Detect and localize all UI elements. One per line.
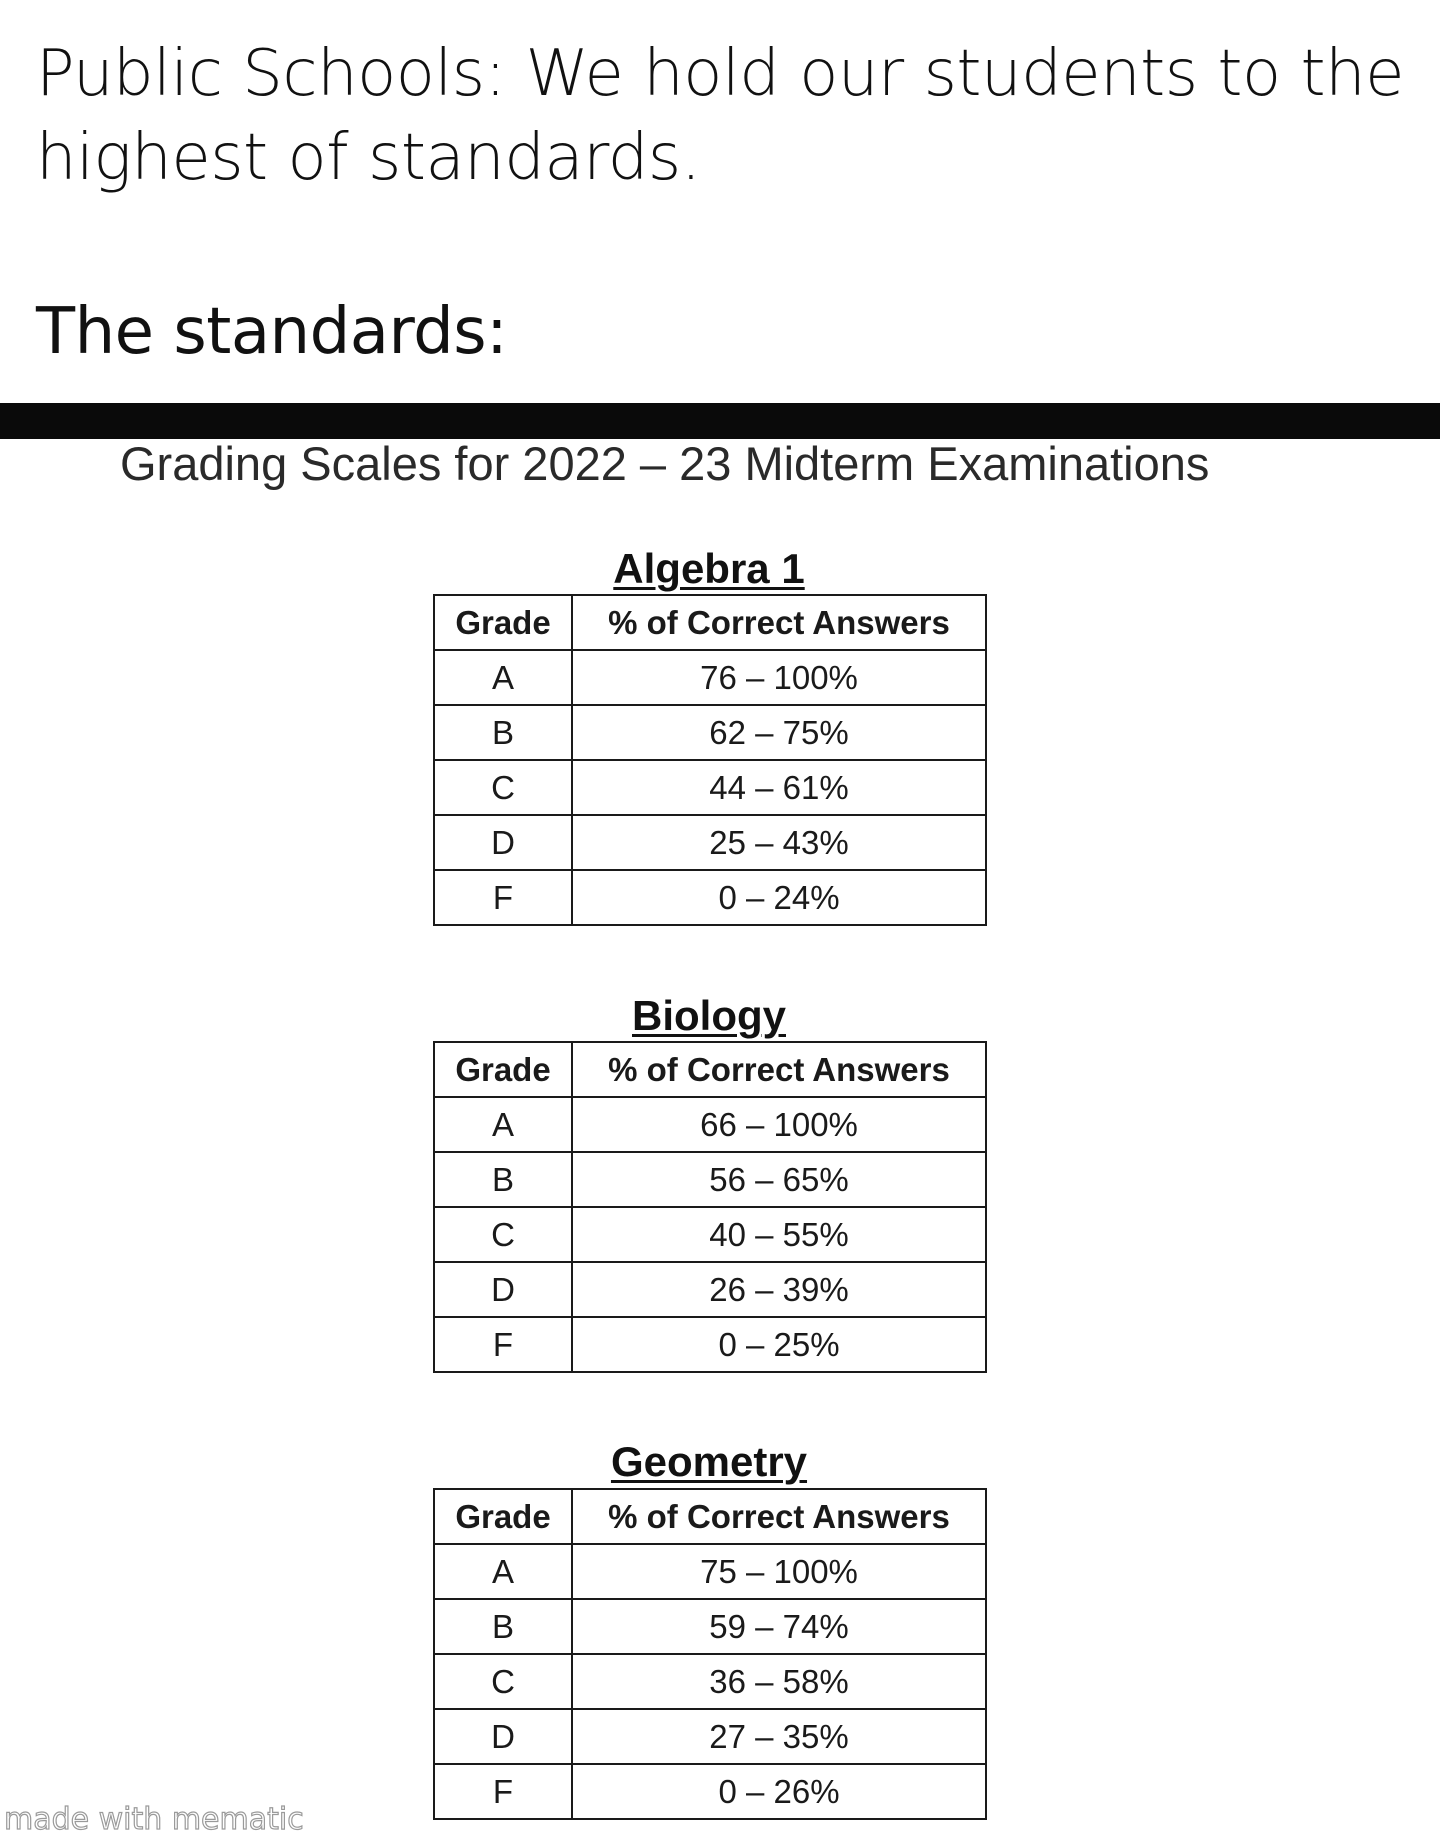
- table-row: [434, 1317, 986, 1372]
- grade-cell: A: [434, 1544, 572, 1599]
- header-grade: Grade: [434, 595, 572, 650]
- range-cell: 76 – 100%: [572, 650, 986, 705]
- subject-title: Geometry: [610, 1438, 808, 1485]
- subject-title: Biology: [632, 992, 786, 1039]
- table-header-row: [434, 595, 986, 650]
- grade-cell: B: [434, 1152, 572, 1207]
- table-row: [434, 870, 986, 925]
- grade-cell: F: [434, 1764, 572, 1819]
- subject-title: Algebra 1: [613, 545, 805, 592]
- range-cell: 36 – 58%: [572, 1654, 986, 1709]
- range-cell: 40 – 55%: [572, 1207, 986, 1262]
- table-row: [434, 1207, 986, 1262]
- grade-cell: D: [434, 815, 572, 870]
- grade-cell: D: [434, 1262, 572, 1317]
- table-row: [434, 650, 986, 705]
- grade-cell: A: [434, 1097, 572, 1152]
- grade-cell: C: [434, 1207, 572, 1262]
- grade-cell: F: [434, 870, 572, 925]
- range-cell: 25 – 43%: [572, 815, 986, 870]
- header-percent: % of Correct Answers: [572, 595, 986, 650]
- table-row: [434, 1152, 986, 1207]
- range-cell: 26 – 39%: [572, 1262, 986, 1317]
- header-grade: Grade: [434, 1042, 572, 1097]
- grade-table-algebra: [433, 594, 987, 926]
- grade-cell: C: [434, 760, 572, 815]
- subject-heading-algebra: [433, 547, 985, 591]
- grade-table-geometry: [433, 1488, 987, 1820]
- range-cell: 44 – 61%: [572, 760, 986, 815]
- caption-line-1: Public Schools: We hold our students to the highest of standards.: [36, 37, 1405, 195]
- range-cell: 75 – 100%: [572, 1544, 986, 1599]
- table-header-row: [434, 1042, 986, 1097]
- range-cell: 0 – 24%: [572, 870, 986, 925]
- header-percent: % of Correct Answers: [572, 1042, 986, 1097]
- table-header-row: [434, 1489, 986, 1544]
- range-cell: 66 – 100%: [572, 1097, 986, 1152]
- subject-heading-biology: [433, 994, 985, 1038]
- mematic-watermark: made with mematic: [4, 1802, 304, 1837]
- grade-cell: B: [434, 1599, 572, 1654]
- table-row: [434, 1599, 986, 1654]
- table-row: [434, 815, 986, 870]
- range-cell: 59 – 74%: [572, 1599, 986, 1654]
- range-cell: 0 – 26%: [572, 1764, 986, 1819]
- document-title: Grading Scales for 2022 – 23 Midterm Examinations: [120, 437, 1210, 490]
- grade-table-biology: [433, 1041, 987, 1373]
- range-cell: 0 – 25%: [572, 1317, 986, 1372]
- table-row: [434, 1544, 986, 1599]
- table-row: [434, 1262, 986, 1317]
- caption-line-2: The standards:: [36, 295, 508, 369]
- range-cell: 56 – 65%: [572, 1152, 986, 1207]
- range-cell: 62 – 75%: [572, 705, 986, 760]
- grade-cell: F: [434, 1317, 572, 1372]
- table-row: [434, 1764, 986, 1819]
- table-row: [434, 1654, 986, 1709]
- table-row: [434, 760, 986, 815]
- header-percent: % of Correct Answers: [572, 1489, 986, 1544]
- range-cell: 27 – 35%: [572, 1709, 986, 1764]
- table-row: [434, 1709, 986, 1764]
- subject-heading-geometry: [433, 1440, 985, 1484]
- grade-cell: C: [434, 1654, 572, 1709]
- table-row: [434, 1097, 986, 1152]
- grade-cell: A: [434, 650, 572, 705]
- header-grade: Grade: [434, 1489, 572, 1544]
- grade-cell: B: [434, 705, 572, 760]
- table-row: [434, 705, 986, 760]
- meme-caption: [36, 32, 1406, 200]
- grade-cell: D: [434, 1709, 572, 1764]
